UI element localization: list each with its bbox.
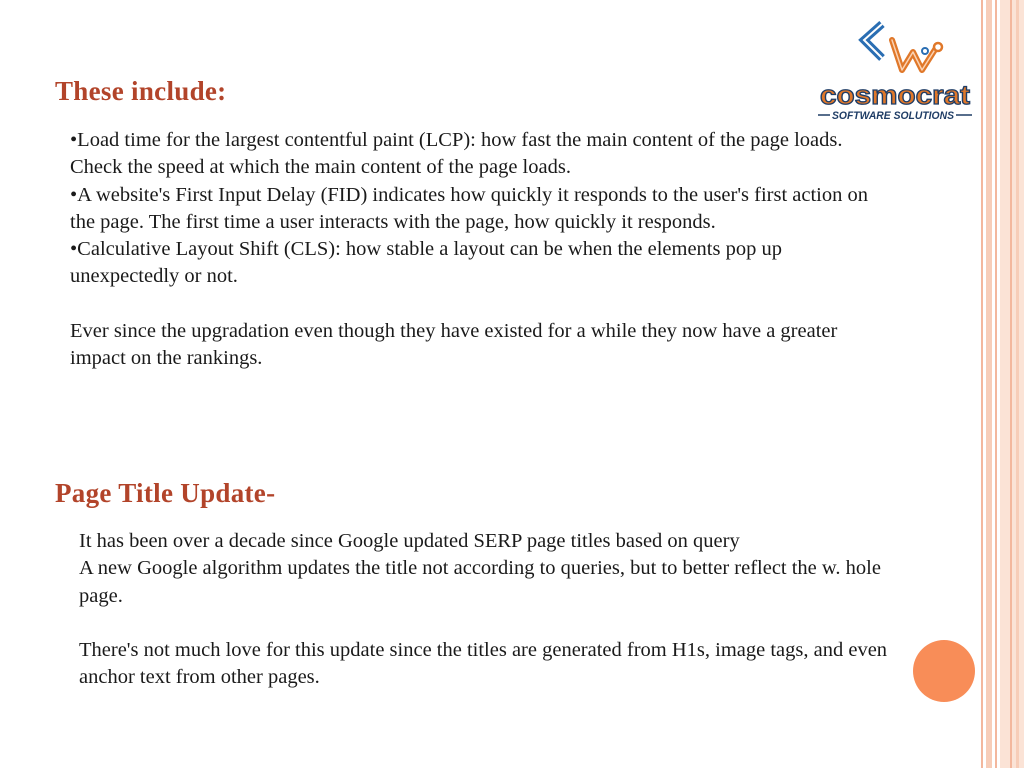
decorative-circle: [913, 640, 975, 702]
border-stripe: [1010, 0, 1012, 768]
border-stripe: [995, 0, 997, 768]
body-paragraph: A new Google algorithm updates the title not according to queries, but to better reflect the w. hole page.: [79, 557, 881, 607]
body-paragraph: It has been over a decade since Google updated SERP page titles based on query: [79, 530, 740, 552]
page-title-update-text: [79, 528, 889, 692]
bullet-item: •A website's First Input Delay (FID) indicates how quickly it responds to the user's first action on the page. The first time a user interacts with the page, how quickly it responds.: [70, 183, 868, 233]
body-paragraph: There's not much love for this update since the titles are generated from H1s, image tags, and even anchor text from other pages.: [79, 639, 888, 689]
section-heading: These include:: [55, 76, 227, 106]
bullet-item: •Calculative Layout Shift (CLS): how stable a layout can be when the elements pop up unexpectedly or not.: [70, 238, 782, 288]
border-stripe: [1016, 0, 1019, 768]
body-paragraph: Ever since the upgradation even though they have existed for a while they now have a greater impact on the rankings.: [70, 320, 838, 370]
border-stripe: [1000, 0, 1024, 768]
bullet-item: •Load time for the largest contentful paint (LCP): how fast the main content of the page loads. Check the speed at which the main content of the page loads.: [70, 129, 843, 179]
section-heading: Page Title Update-: [55, 478, 276, 508]
company-logo: [818, 18, 972, 124]
border-stripe: [981, 0, 983, 768]
border-stripe: [986, 0, 992, 768]
logo-tagline: SOFTWARE SOLUTIONS: [832, 110, 955, 122]
core-web-vitals-text: [70, 127, 890, 373]
logo-wordmark: cosmocrat: [820, 80, 971, 110]
